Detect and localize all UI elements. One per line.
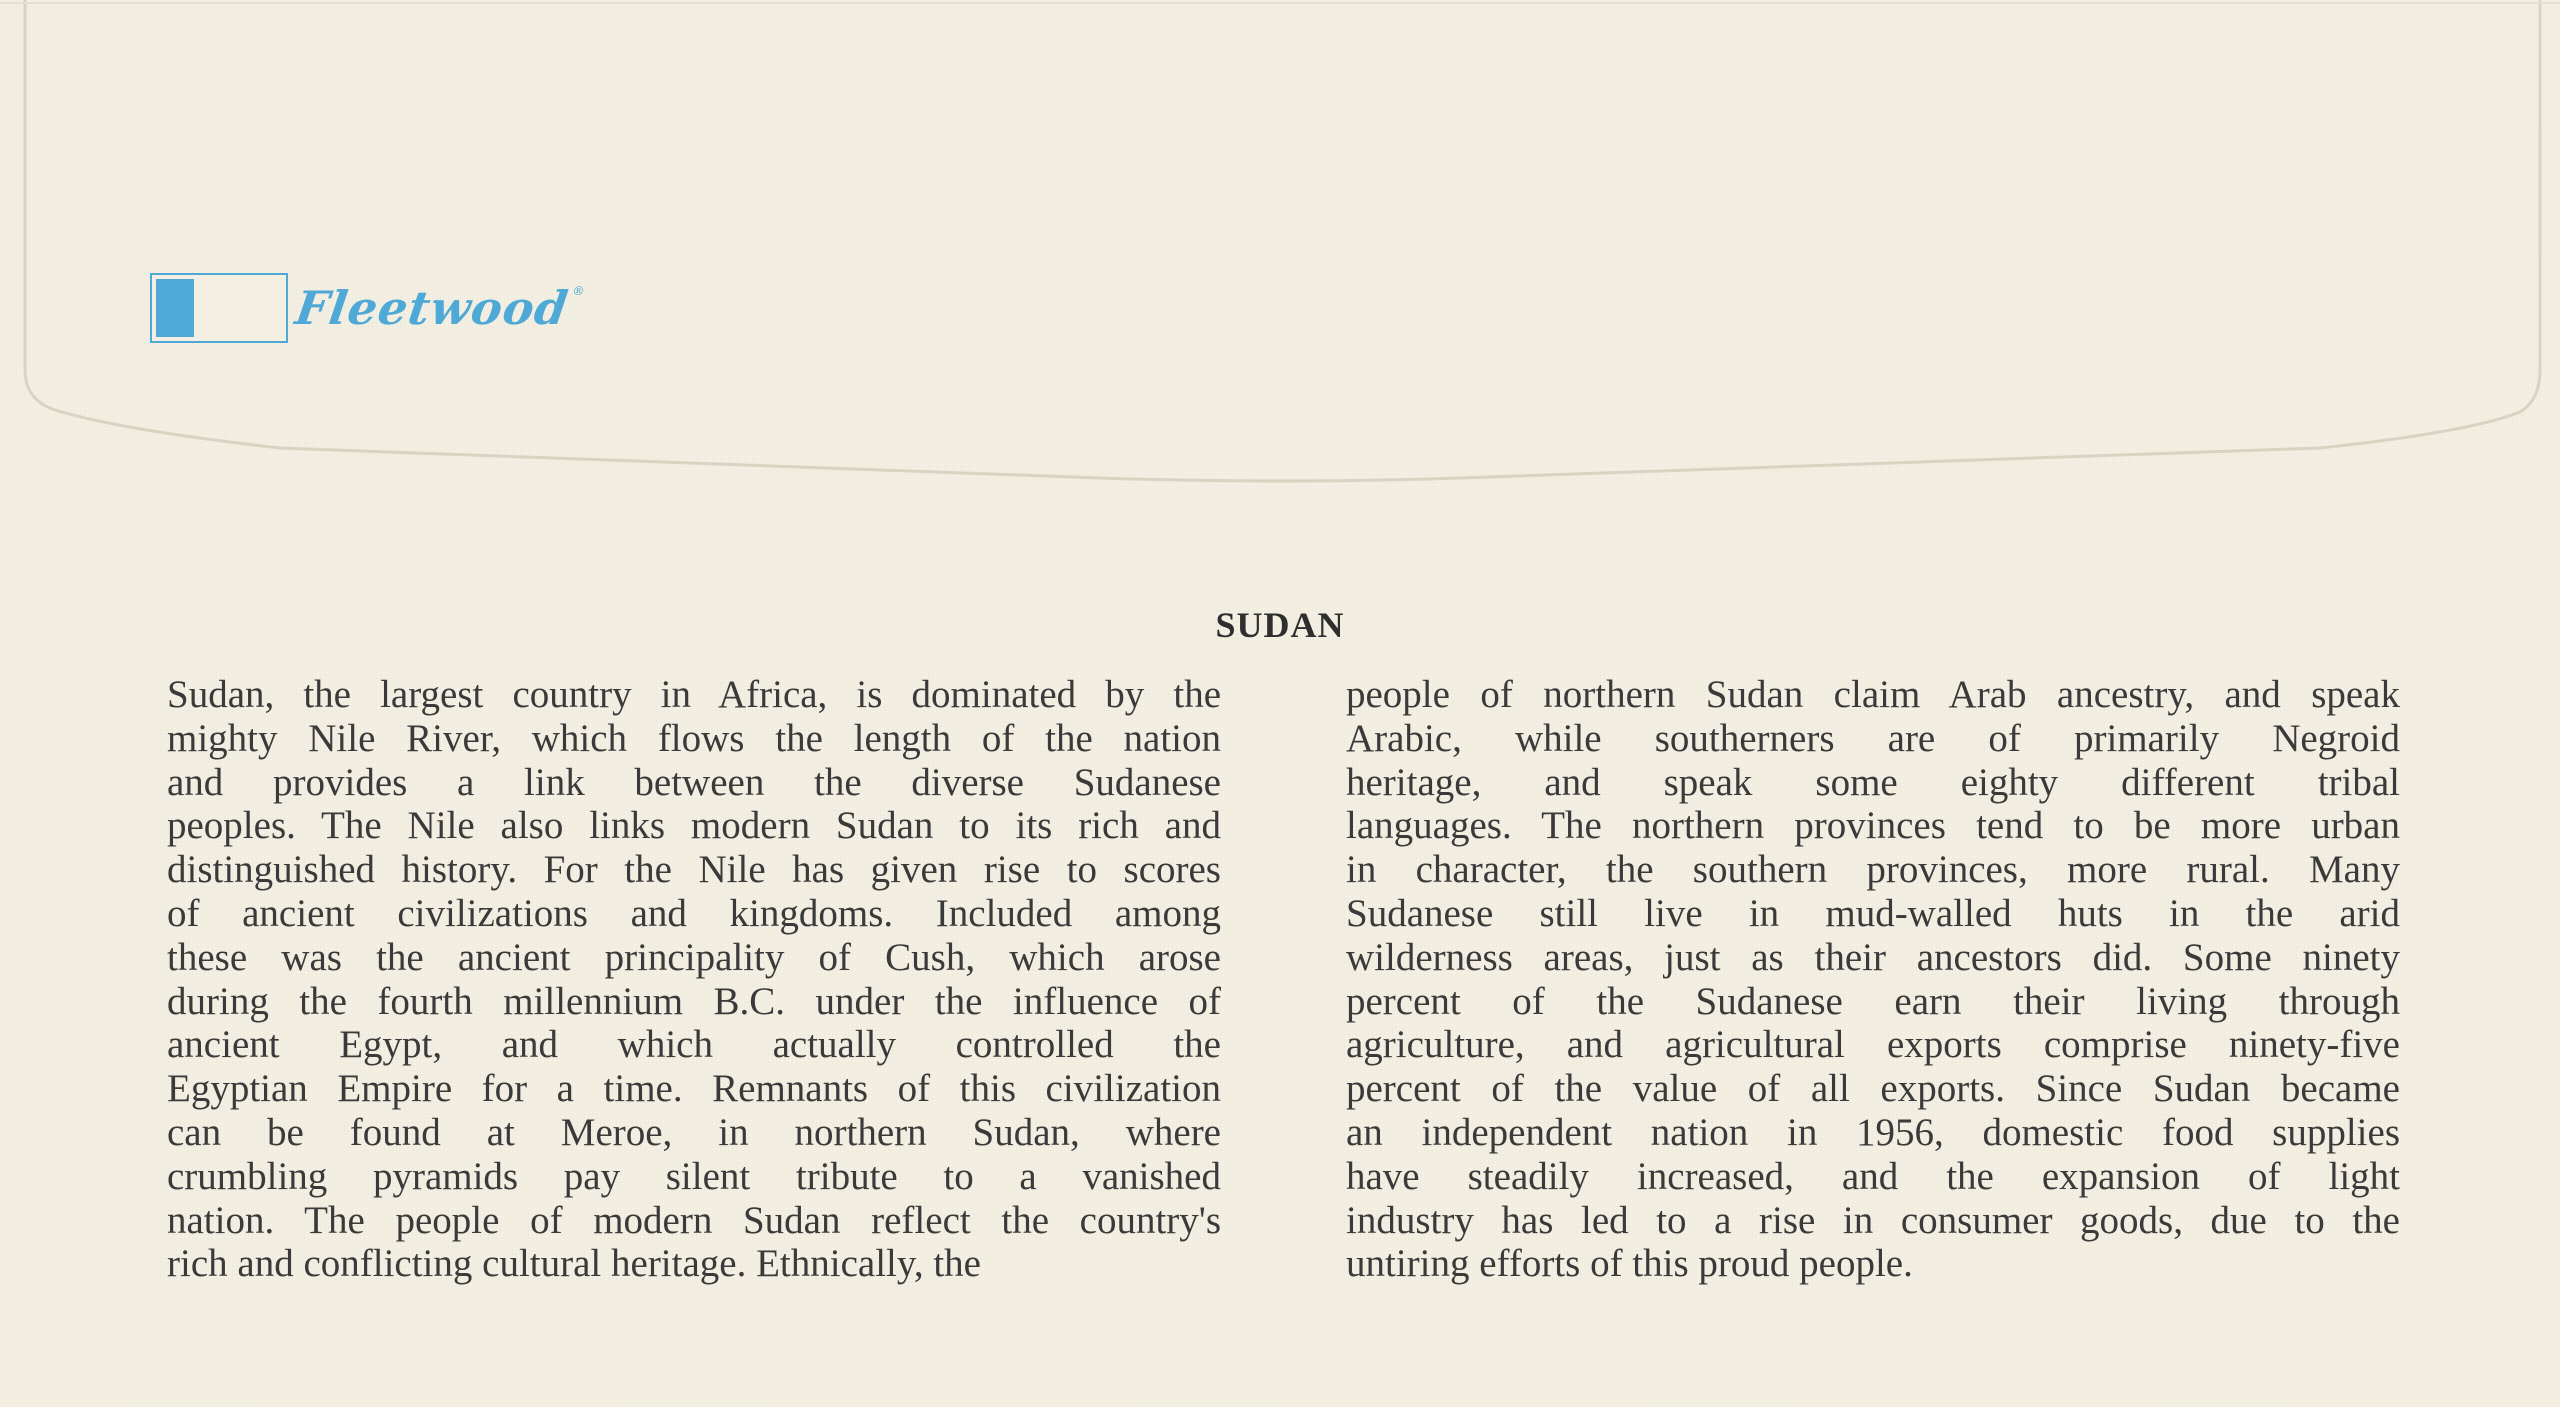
text-line: Arabic, while southerners are of primarily Negroid xyxy=(1346,716,2400,760)
text-line: percent of the value of all exports. Since Sudan became xyxy=(1346,1067,2400,1111)
text-line: heritage, and speak some eighty different tribal xyxy=(1346,760,2400,804)
text-line: an independent nation in 1956, domestic food supplies xyxy=(1346,1110,2400,1154)
text-line: distinguished history. For the Nile has given rise to scores xyxy=(167,848,1221,892)
text-line: of ancient civilizations and kingdoms. Included among xyxy=(167,891,1221,935)
text-line: untiring efforts of this proud people. xyxy=(1346,1242,1913,1286)
text-line: in character, the southern provinces, more rural. Many xyxy=(1346,848,2400,892)
text-line: percent of the Sudanese earn their living through xyxy=(1346,979,2400,1023)
logo-brand-text: Fleetwood xyxy=(292,281,572,335)
text-line: wilderness areas, just as their ancestors did. Some ninety xyxy=(1346,935,2400,979)
text-line: industry has led to a rise in consumer goods, due to the xyxy=(1346,1198,2400,1242)
text-line: agriculture, and agricultural exports comprise ninety-five xyxy=(1346,1023,2400,1067)
text-line: languages. The northern provinces tend to be more urban xyxy=(1346,804,2400,848)
envelope-flap-outline xyxy=(0,0,2560,490)
text-line: ancient Egypt, and which actually controlled the xyxy=(167,1023,1221,1067)
text-line: have steadily increased, and the expansion of light xyxy=(1346,1154,2400,1198)
text-line: peoples. The Nile also links modern Sudan to its rich and xyxy=(167,804,1221,848)
text-line: rich and conflicting cultural heritage. Ethnically, the xyxy=(167,1242,981,1286)
article-title: SUDAN xyxy=(1215,605,1345,645)
fleetwood-logo xyxy=(150,270,587,346)
logo-box-fill xyxy=(156,279,194,337)
text-line: mighty Nile River, which flows the length of the nation xyxy=(167,716,1221,760)
text-line: Egyptian Empire for a time. Remnants of this civilization xyxy=(167,1067,1221,1111)
article-left-column xyxy=(167,673,1221,1286)
text-line: these was the ancient principality of Cush, which arose xyxy=(167,935,1221,979)
text-line: people of northern Sudan claim Arab ancestry, and speak xyxy=(1346,673,2400,716)
text-line: can be found at Meroe, in northern Sudan, where xyxy=(167,1110,1221,1154)
text-line: nation. The people of modern Sudan reflect the country's xyxy=(167,1198,1221,1242)
text-line: and provides a link between the diverse Sudanese xyxy=(167,760,1221,804)
logo-wordmark xyxy=(292,281,587,335)
text-line: during the fourth millennium B.C. under the influence of xyxy=(167,979,1221,1023)
text-line: Sudan, the largest country in Africa, is dominated by the xyxy=(167,673,1221,716)
logo-box-mark xyxy=(150,273,288,343)
registered-mark: ® xyxy=(571,284,587,298)
text-line: Sudanese still live in mud-walled huts in the arid xyxy=(1346,891,2400,935)
article-right-column xyxy=(1346,673,2400,1286)
text-line: crumbling pyramids pay silent tribute to a vanished xyxy=(167,1154,1221,1198)
